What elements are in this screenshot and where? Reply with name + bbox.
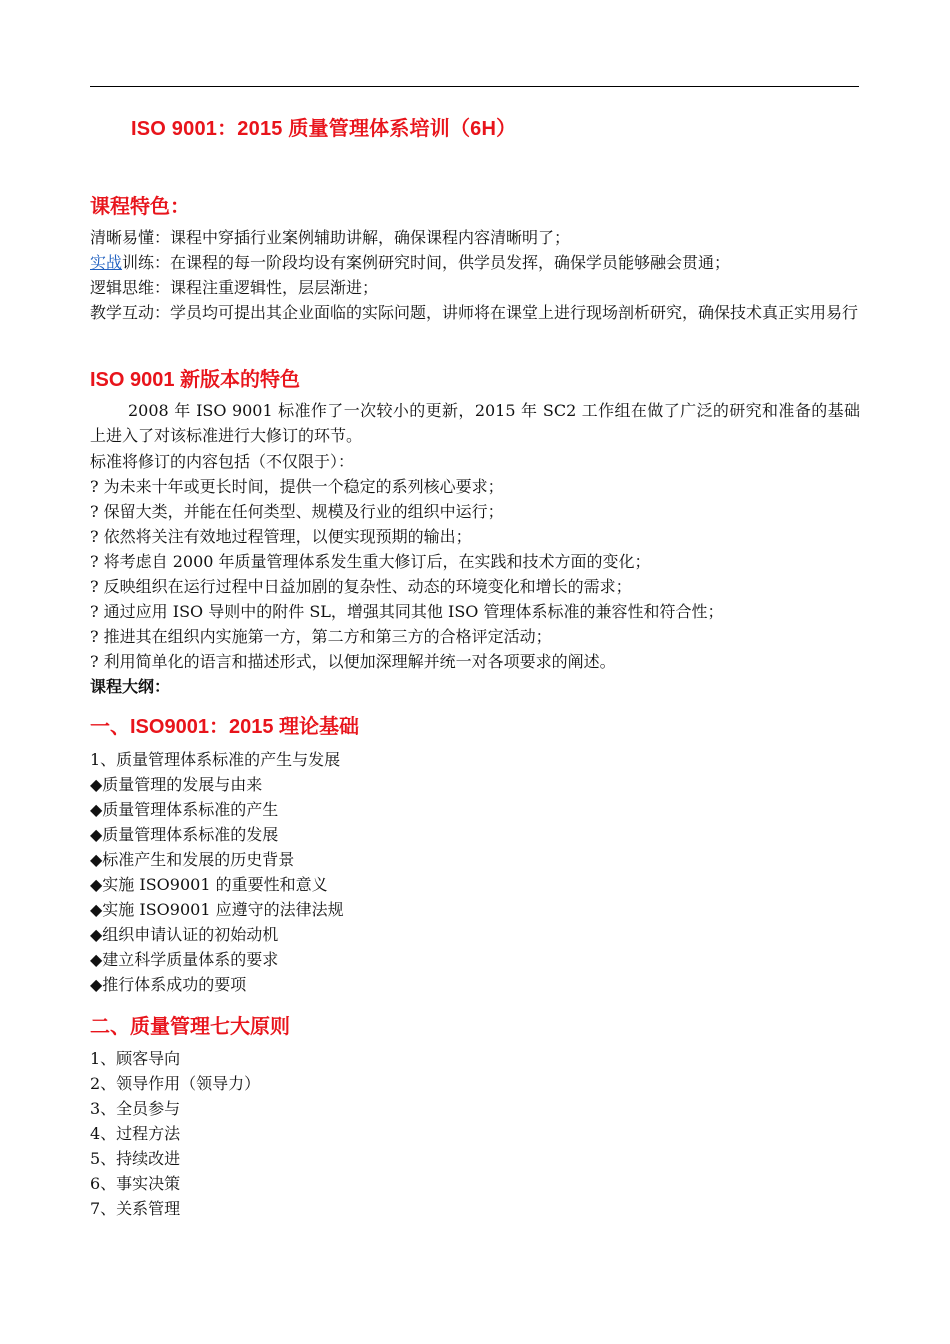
feature-item-text: 训练：在课程的每一阶段均设有案例研究时间，供学员发挥，确保学员能够融会贯通； [122,253,731,272]
section1-item: ◆质量管理体系标准的产生 [90,800,279,819]
revision-item: ? 为未来十年或更长时间，提供一个稳定的系列核心要求； [90,477,504,496]
section2-item: 5、持续改进 [90,1149,181,1168]
section1-heading: 一、ISO9001：2015 理论基础 [90,716,359,738]
new-version-heading: ISO 9001 新版本的特色 [90,369,301,391]
features-heading: 课程特色： [90,196,190,218]
revision-item: ? 保留大类，并能在任何类型、规模及行业的组织中运行； [90,502,504,521]
feature-item: 逻辑思维：课程注重逻辑性，层层渐进； [90,278,379,297]
revision-item: ? 推进其在组织内实施第一方，第二方和第三方的合格评定活动； [90,627,552,646]
revision-item: ? 通过应用 ISO 导则中的附件 SL，增强其同其他 ISO 管理体系标准的兼容性和符合性； [90,602,724,621]
section1-item: ◆标准产生和发展的历史背景 [90,850,295,869]
feature-item [90,253,730,273]
section2-item: 2、领导作用（领导力） [90,1074,261,1093]
revision-item: ? 反映组织在运行过程中日益加剧的复杂性、动态的环境变化和增长的需求； [90,577,632,596]
section1-subheading: 1、质量管理体系标准的产生与发展 [90,750,341,769]
section2-item: 1、顾客导向 [90,1049,181,1068]
section1-item: ◆实施 ISO9001 应遵守的法律法规 [90,900,344,919]
section1-item: ◆建立科学质量体系的要求 [90,950,279,969]
outline-label: 课程大纲： [90,677,171,696]
revision-lead: 标准将修订的内容包括（不仅限于）： [90,452,355,471]
feature-item: 教学互动：学员均可提出其企业面临的实际问题，讲师将在课堂上进行现场剖析研究，确保技术真正实用易行 [90,303,859,322]
section2-item: 6、事实决策 [90,1174,181,1193]
section1-item: ◆实施 ISO9001 的重要性和意义 [90,875,328,894]
header-rule [90,86,859,87]
revision-item: ? 依然将关注有效地过程管理，以便实现预期的输出； [90,527,472,546]
new-version-intro: 2008 年 ISO 9001 标准作了一次较小的更新，2015 年 SC2 工作组在做了广泛的研究和准备的基础上进入了对该标准进行大修订的环节。 [90,401,860,445]
practice-link[interactable]: 实战 [90,253,123,272]
section2-item: 4、过程方法 [90,1124,181,1143]
section2-item: 7、关系管理 [90,1199,181,1218]
section2-heading: 二、质量管理七大原则 [90,1016,290,1038]
section1-item: ◆质量管理的发展与由来 [90,775,263,794]
revision-item: ? 利用简单化的语言和描述形式，以便加深理解并统一对各项要求的阐述。 [90,652,616,671]
revision-item: ? 将考虑自 2000 年质量管理体系发生重大修订后，在实践和技术方面的变化； [90,552,651,571]
section1-item: ◆质量管理体系标准的发展 [90,825,279,844]
section1-item: ◆推行体系成功的要项 [90,975,247,994]
document-title: ISO 9001：2015 质量管理体系培训（6H） [131,118,517,140]
section2-item: 3、全员参与 [90,1099,181,1118]
feature-item: 清晰易懂：课程中穿插行业案例辅助讲解，确保课程内容清晰明了； [90,228,571,247]
section1-item: ◆组织申请认证的初始动机 [90,925,279,944]
